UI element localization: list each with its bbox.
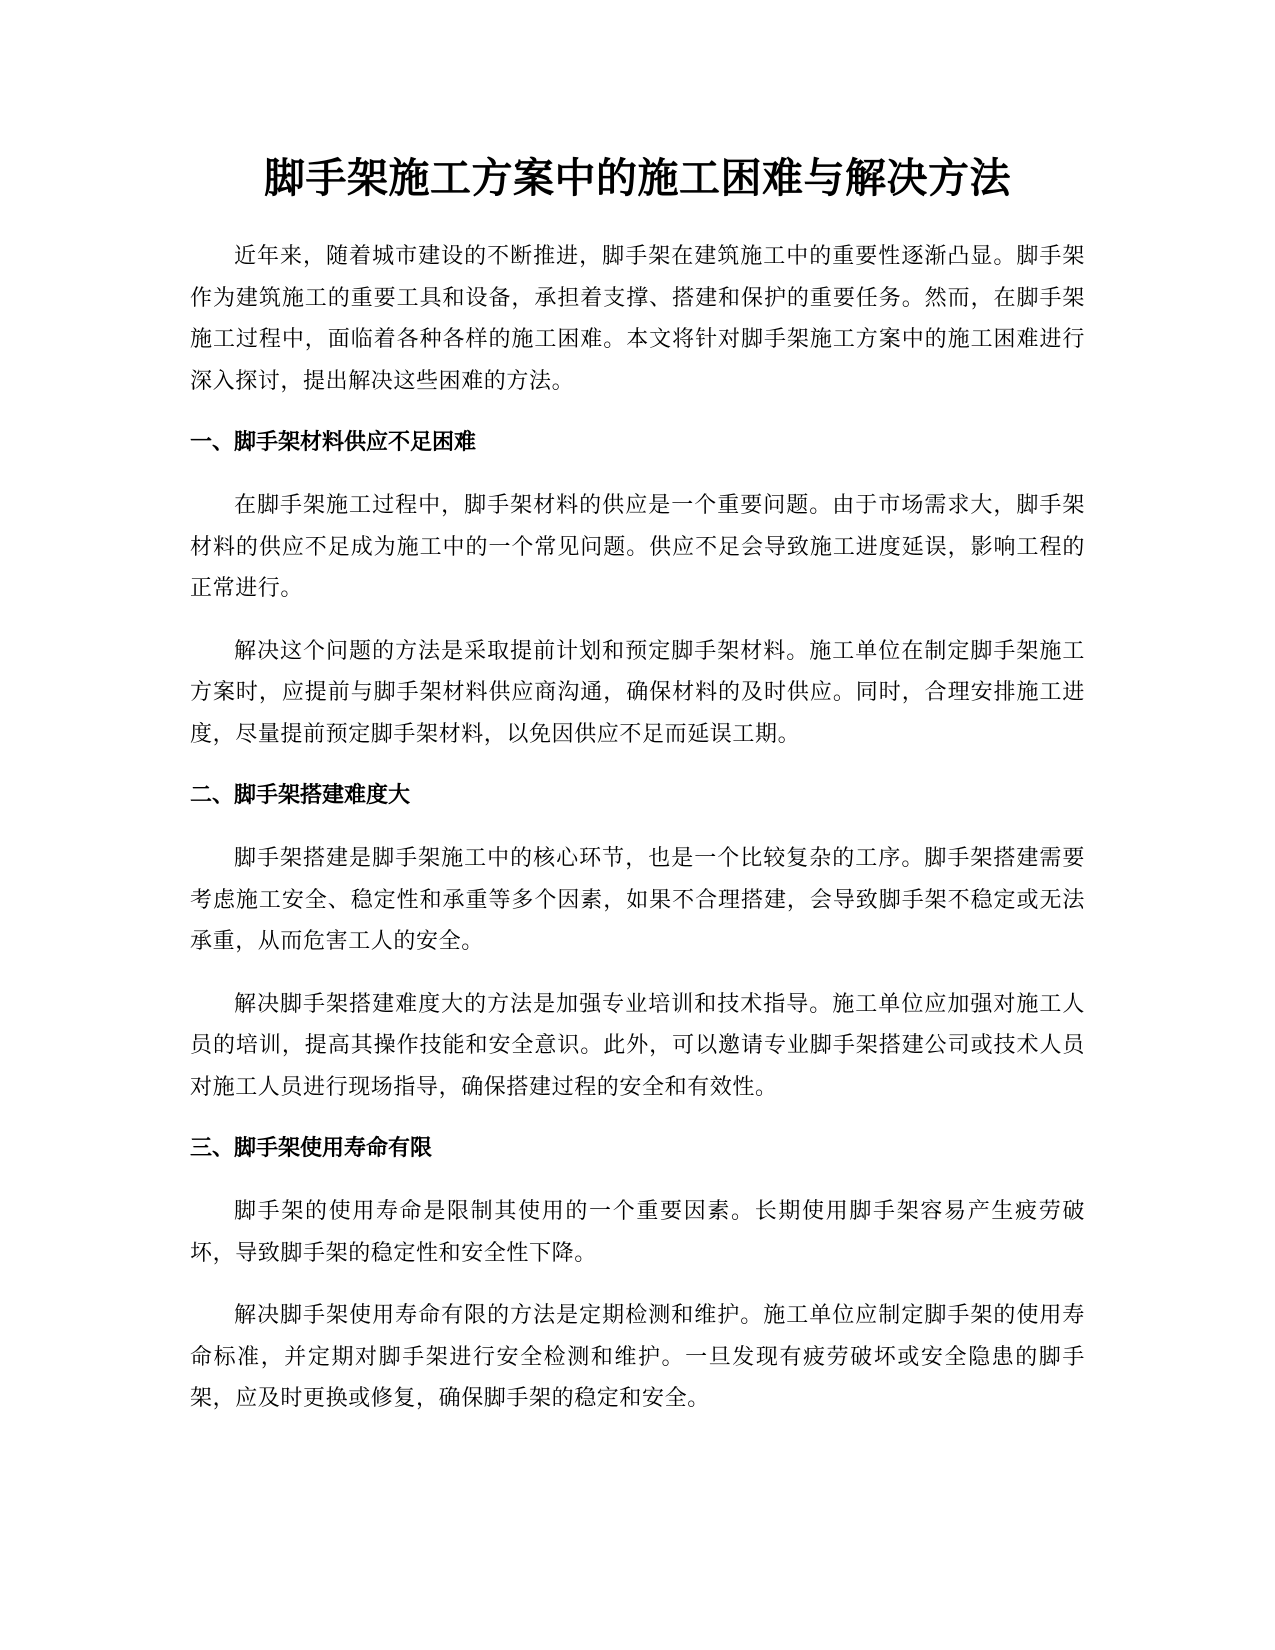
section-heading: 一、脚手架材料供应不足困难 bbox=[190, 430, 477, 455]
section-heading: 三、脚手架使用寿命有限 bbox=[190, 1136, 433, 1161]
section-problem-paragraph: 脚手架搭建是脚手架施工中的核心环节，也是一个比较复杂的工序。脚手架搭建需要考虑施工安全、稳定性和承重等多个因素，如果不合理搭建，会导致脚手架不稳定或无法承重，从而危害工人的安全。 bbox=[190, 846, 1085, 954]
section-solution-paragraph: 解决这个问题的方法是采取提前计划和预定脚手架材料。施工单位在制定脚手架施工方案时，应提前与脚手架材料供应商沟通，确保材料的及时供应。同时，合理安排施工进度，尽量提前预定脚手架材料，以免因供应不足而延误工期。 bbox=[190, 638, 1085, 747]
section-solution-paragraph: 解决脚手架搭建难度大的方法是加强专业培训和技术指导。施工单位应加强对施工人员的培训，提高其操作技能和安全意识。此外，可以邀请专业脚手架搭建公司或技术人员对施工人员进行现场指导，确保搭建过程的安全和有效性。 bbox=[190, 991, 1085, 1100]
section-2 bbox=[190, 776, 1085, 1108]
section-solution-paragraph: 解决脚手架使用寿命有限的方法是定期检测和维护。施工单位应制定脚手架的使用寿命标准，并定期对脚手架进行安全检测和维护。一旦发现有疲劳破坏或安全隐患的脚手架，应及时更换或修复，确保脚手架的稳定和安全。 bbox=[190, 1303, 1085, 1411]
section-1 bbox=[190, 423, 1085, 755]
section-3 bbox=[190, 1129, 1085, 1420]
section-problem-paragraph: 在脚手架施工过程中，脚手架材料的供应是一个重要问题。由于市场需求大，脚手架材料的供应不足成为施工中的一个常见问题。供应不足会导致施工进度延误，影响工程的正常进行。 bbox=[190, 493, 1085, 601]
intro-paragraph: 近年来，随着城市建设的不断推进，脚手架在建筑施工中的重要性逐渐凸显。脚手架作为建筑施工的重要工具和设备，承担着支撑、搭建和保护的重要任务。然而，在脚手架施工过程中，面临着各种各样的施工困难。本文将针对脚手架施工方案中的施工困难进行深入探讨，提出解决这些困难的方法。 bbox=[190, 244, 1085, 394]
section-problem-paragraph: 脚手架的使用寿命是限制其使用的一个重要因素。长期使用脚手架容易产生疲劳破坏，导致脚手架的稳定性和安全性下降。 bbox=[190, 1199, 1085, 1266]
document-title: 脚手架施工方案中的施工困难与解决方法 bbox=[264, 154, 1011, 202]
section-heading: 二、脚手架搭建难度大 bbox=[190, 783, 411, 808]
